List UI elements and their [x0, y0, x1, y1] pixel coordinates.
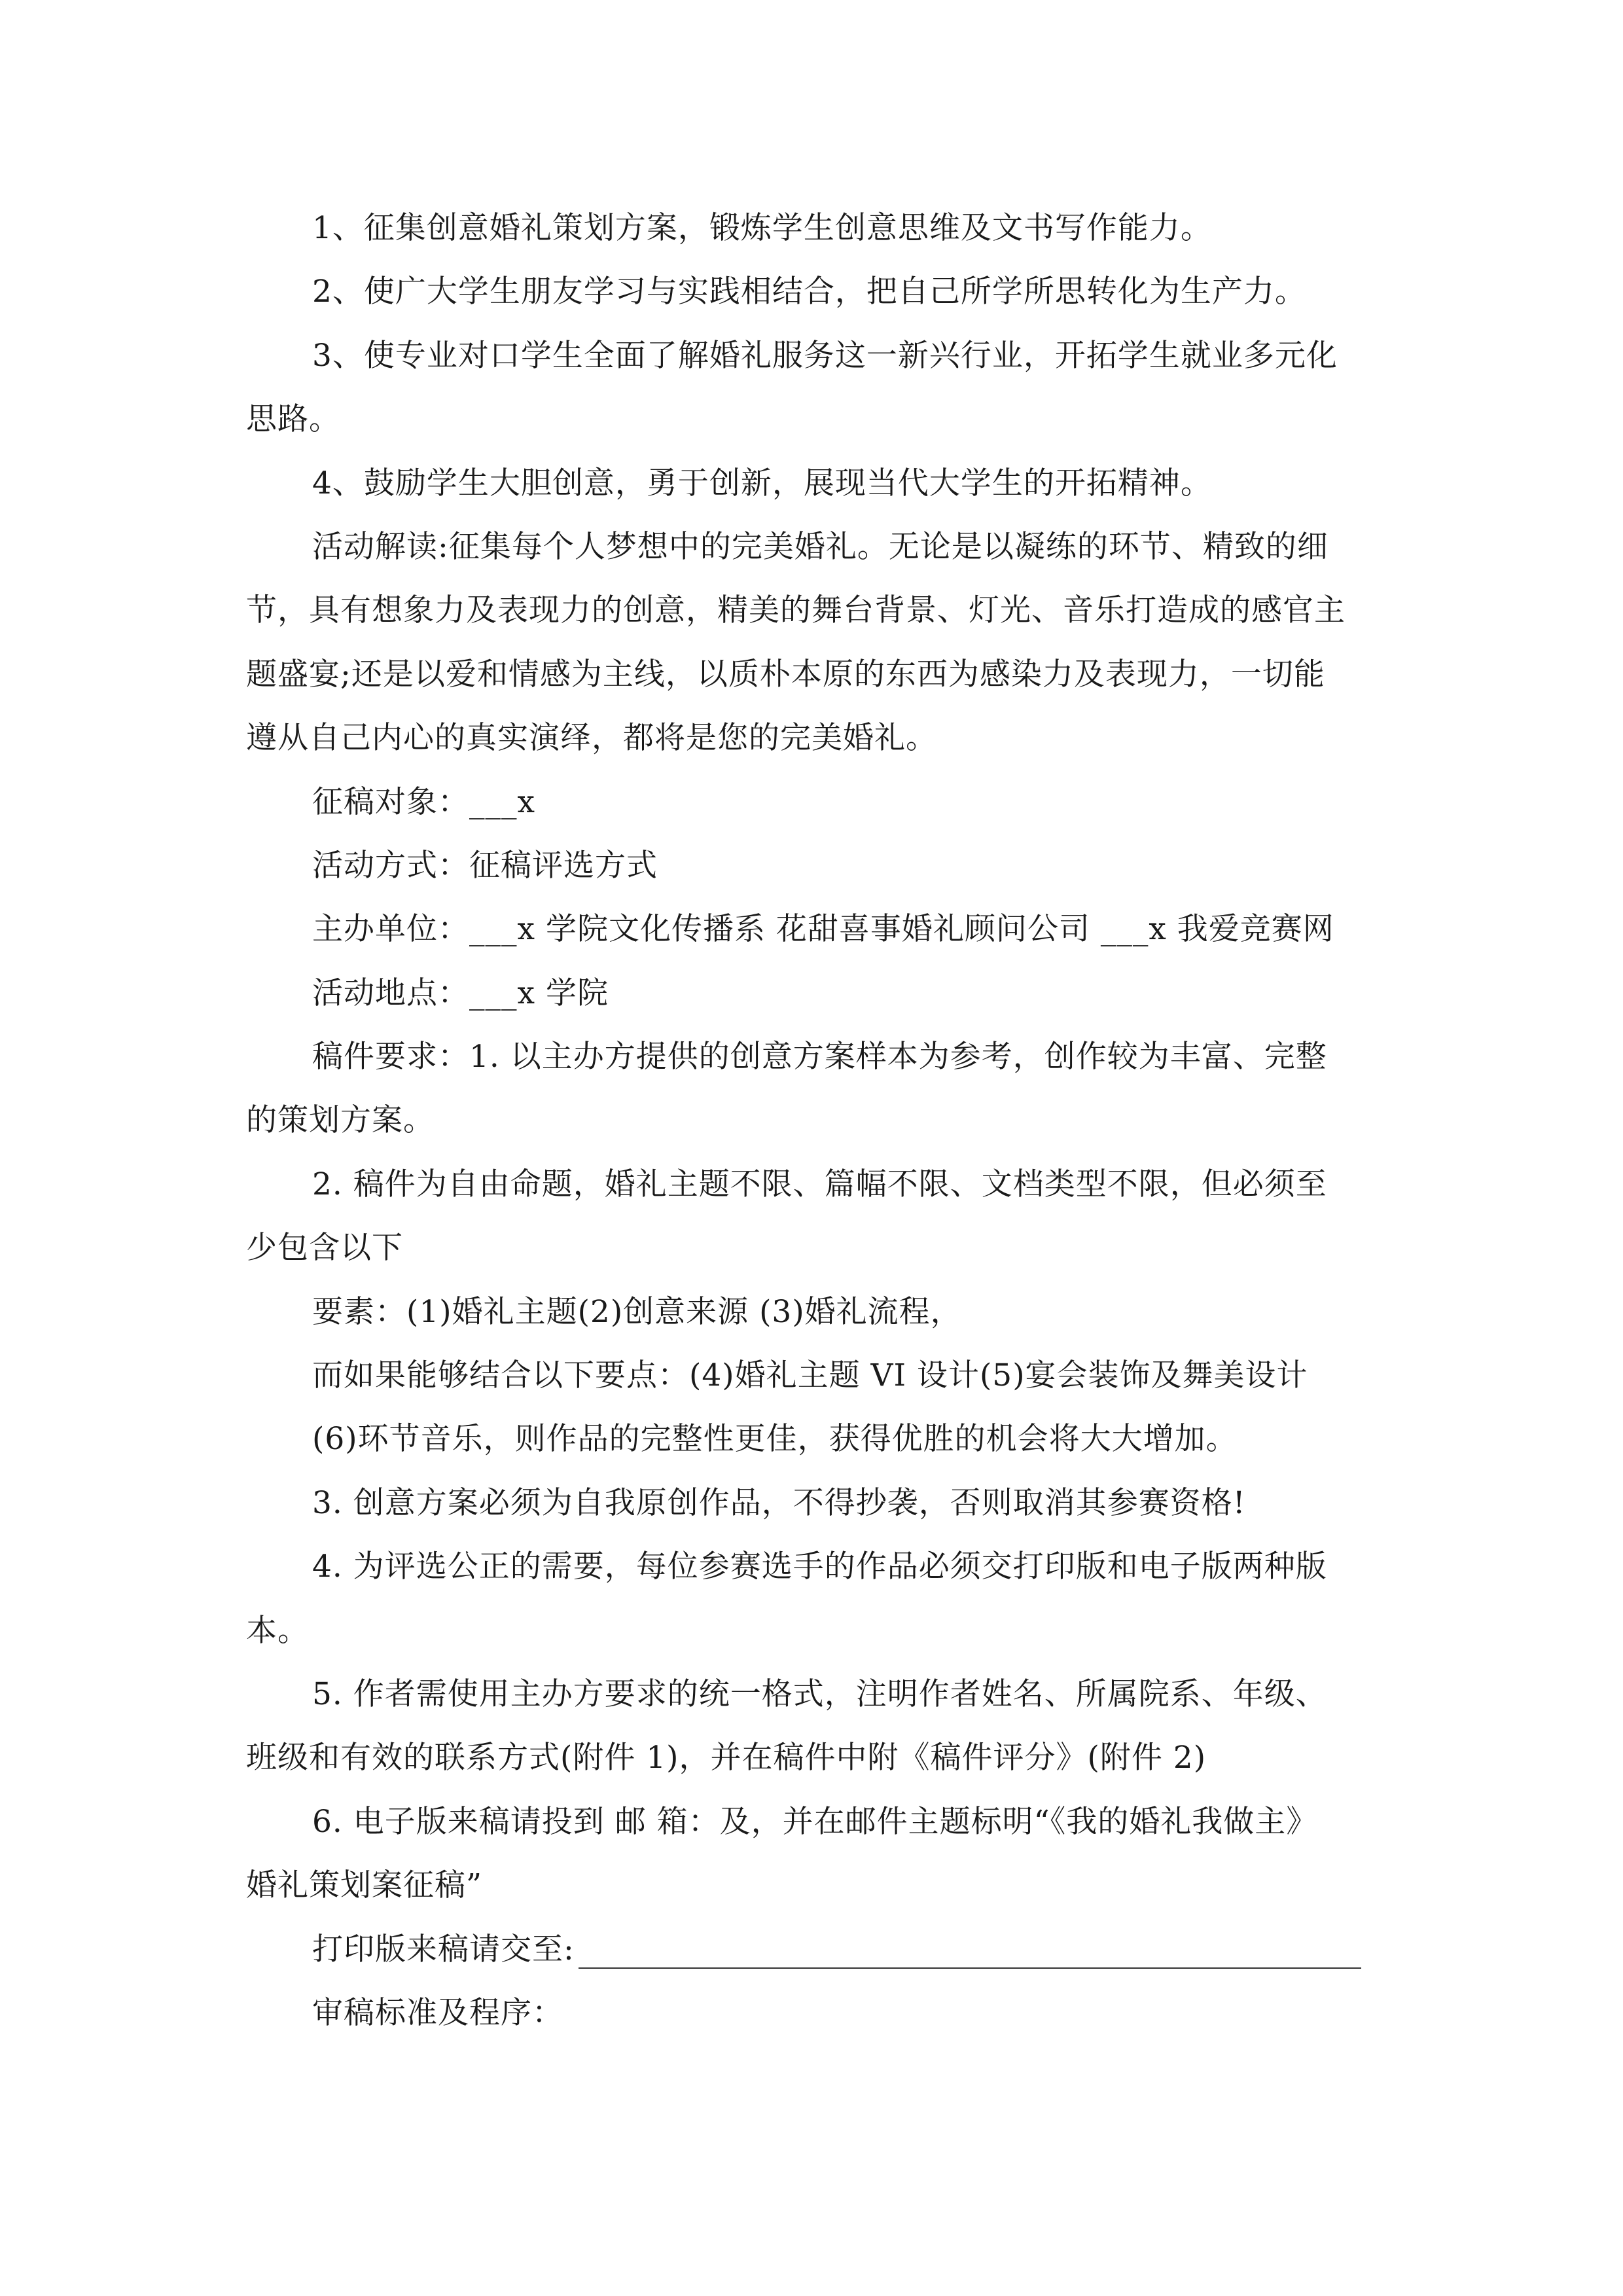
document-body — [246, 196, 1385, 2045]
requirement-6-line-1: 6. 电子版来稿请投到 邮 箱：及，并在邮件主题标明“《我的婚礼我做主》 — [312, 1803, 1318, 1840]
requirement-3: 3. 创意方案必须为自我原创作品，不得抄袭，否则取消其参赛资格! — [312, 1484, 1246, 1521]
submission-target: 征稿对象：___x — [312, 783, 536, 820]
requirement-5-line-1: 5. 作者需使用主办方要求的统一格式，注明作者姓名、所属院系、年级、 — [312, 1676, 1327, 1712]
organizers: 主办单位：___x 学院文化传播系 花甜喜事婚礼顾问公司 ___x 我爱竞赛网 — [312, 911, 1334, 948]
goal-line-1: 1、征集创意婚礼策划方案，锻炼学生创意思维及文书写作能力。 — [312, 210, 1212, 246]
requirement-1-line-2: 的策划方案。 — [246, 1102, 435, 1139]
goal-line-2: 2、使广大学生朋友学习与实践相结合，把自己所学所思转化为生产力。 — [312, 274, 1306, 310]
activity-interpretation-line-2: 节，具有想象力及表现力的创意，精美的舞台背景、灯光、音乐打造成的感官主 — [246, 592, 1346, 629]
requirement-5-line-2: 班级和有效的联系方式(附件 1)，并在稿件中附《稿件评分》(附件 2) — [246, 1740, 1207, 1776]
print-submission-blank-line — [579, 1967, 1361, 1969]
print-submission-label: 打印版来稿请交至: — [312, 1931, 575, 1967]
goal-line-3: 3、使专业对口学生全面了解婚礼服务这一新兴行业，开拓学生就业多元化 — [312, 337, 1338, 374]
goal-line-4: 4、鼓励学生大胆创意，勇于创新，展现当代大学生的开拓精神。 — [312, 465, 1212, 501]
requirement-1-line-1: 稿件要求：1. 以主办方提供的创意方案样本为参考，创作较为丰富、完整 — [312, 1039, 1327, 1075]
requirement-extra-points: 而如果能够结合以下要点：(4)婚礼主题 VI 设计(5)宴会装饰及舞美设计 — [312, 1357, 1308, 1394]
requirement-4-line-2: 本。 — [246, 1612, 309, 1649]
review-standards-heading: 审稿标准及程序： — [312, 1994, 563, 2031]
requirement-2-line-1: 2. 稿件为自由命题，婚礼主题不限、篇幅不限、文档类型不限，但必须至 — [312, 1166, 1327, 1202]
activity-method: 活动方式：征稿评选方式 — [312, 847, 658, 884]
activity-interpretation-line-1: 活动解读:征集每个人梦想中的完美婚礼。无论是以凝练的环节、精致的细 — [312, 528, 1329, 565]
activity-interpretation-line-4: 遵从自己内心的真实演绎，都将是您的完美婚礼。 — [246, 720, 937, 757]
requirement-elements: 要素：(1)婚礼主题(2)创意来源 (3)婚礼流程， — [312, 1293, 962, 1330]
requirement-extra-points-cont: (6)环节音乐，则作品的完整性更佳，获得优胜的机会将大大增加。 — [312, 1421, 1238, 1458]
print-submission-row — [246, 1918, 1385, 1981]
requirement-2-line-2: 少包含以下 — [246, 1230, 403, 1266]
activity-interpretation-line-3: 题盛宴;还是以爱和情感为主线，以质朴本原的东西为感染力及表现力，一切能 — [246, 656, 1325, 692]
goal-line-3-cont: 思路。 — [246, 401, 340, 438]
requirement-6-line-2: 婚礼策划案征稿” — [246, 1867, 483, 1904]
requirement-4-line-1: 4. 为评选公正的需要，每位参赛选手的作品必须交打印版和电子版两种版 — [312, 1549, 1327, 1585]
activity-location: 活动地点：___x 学院 — [312, 975, 609, 1011]
